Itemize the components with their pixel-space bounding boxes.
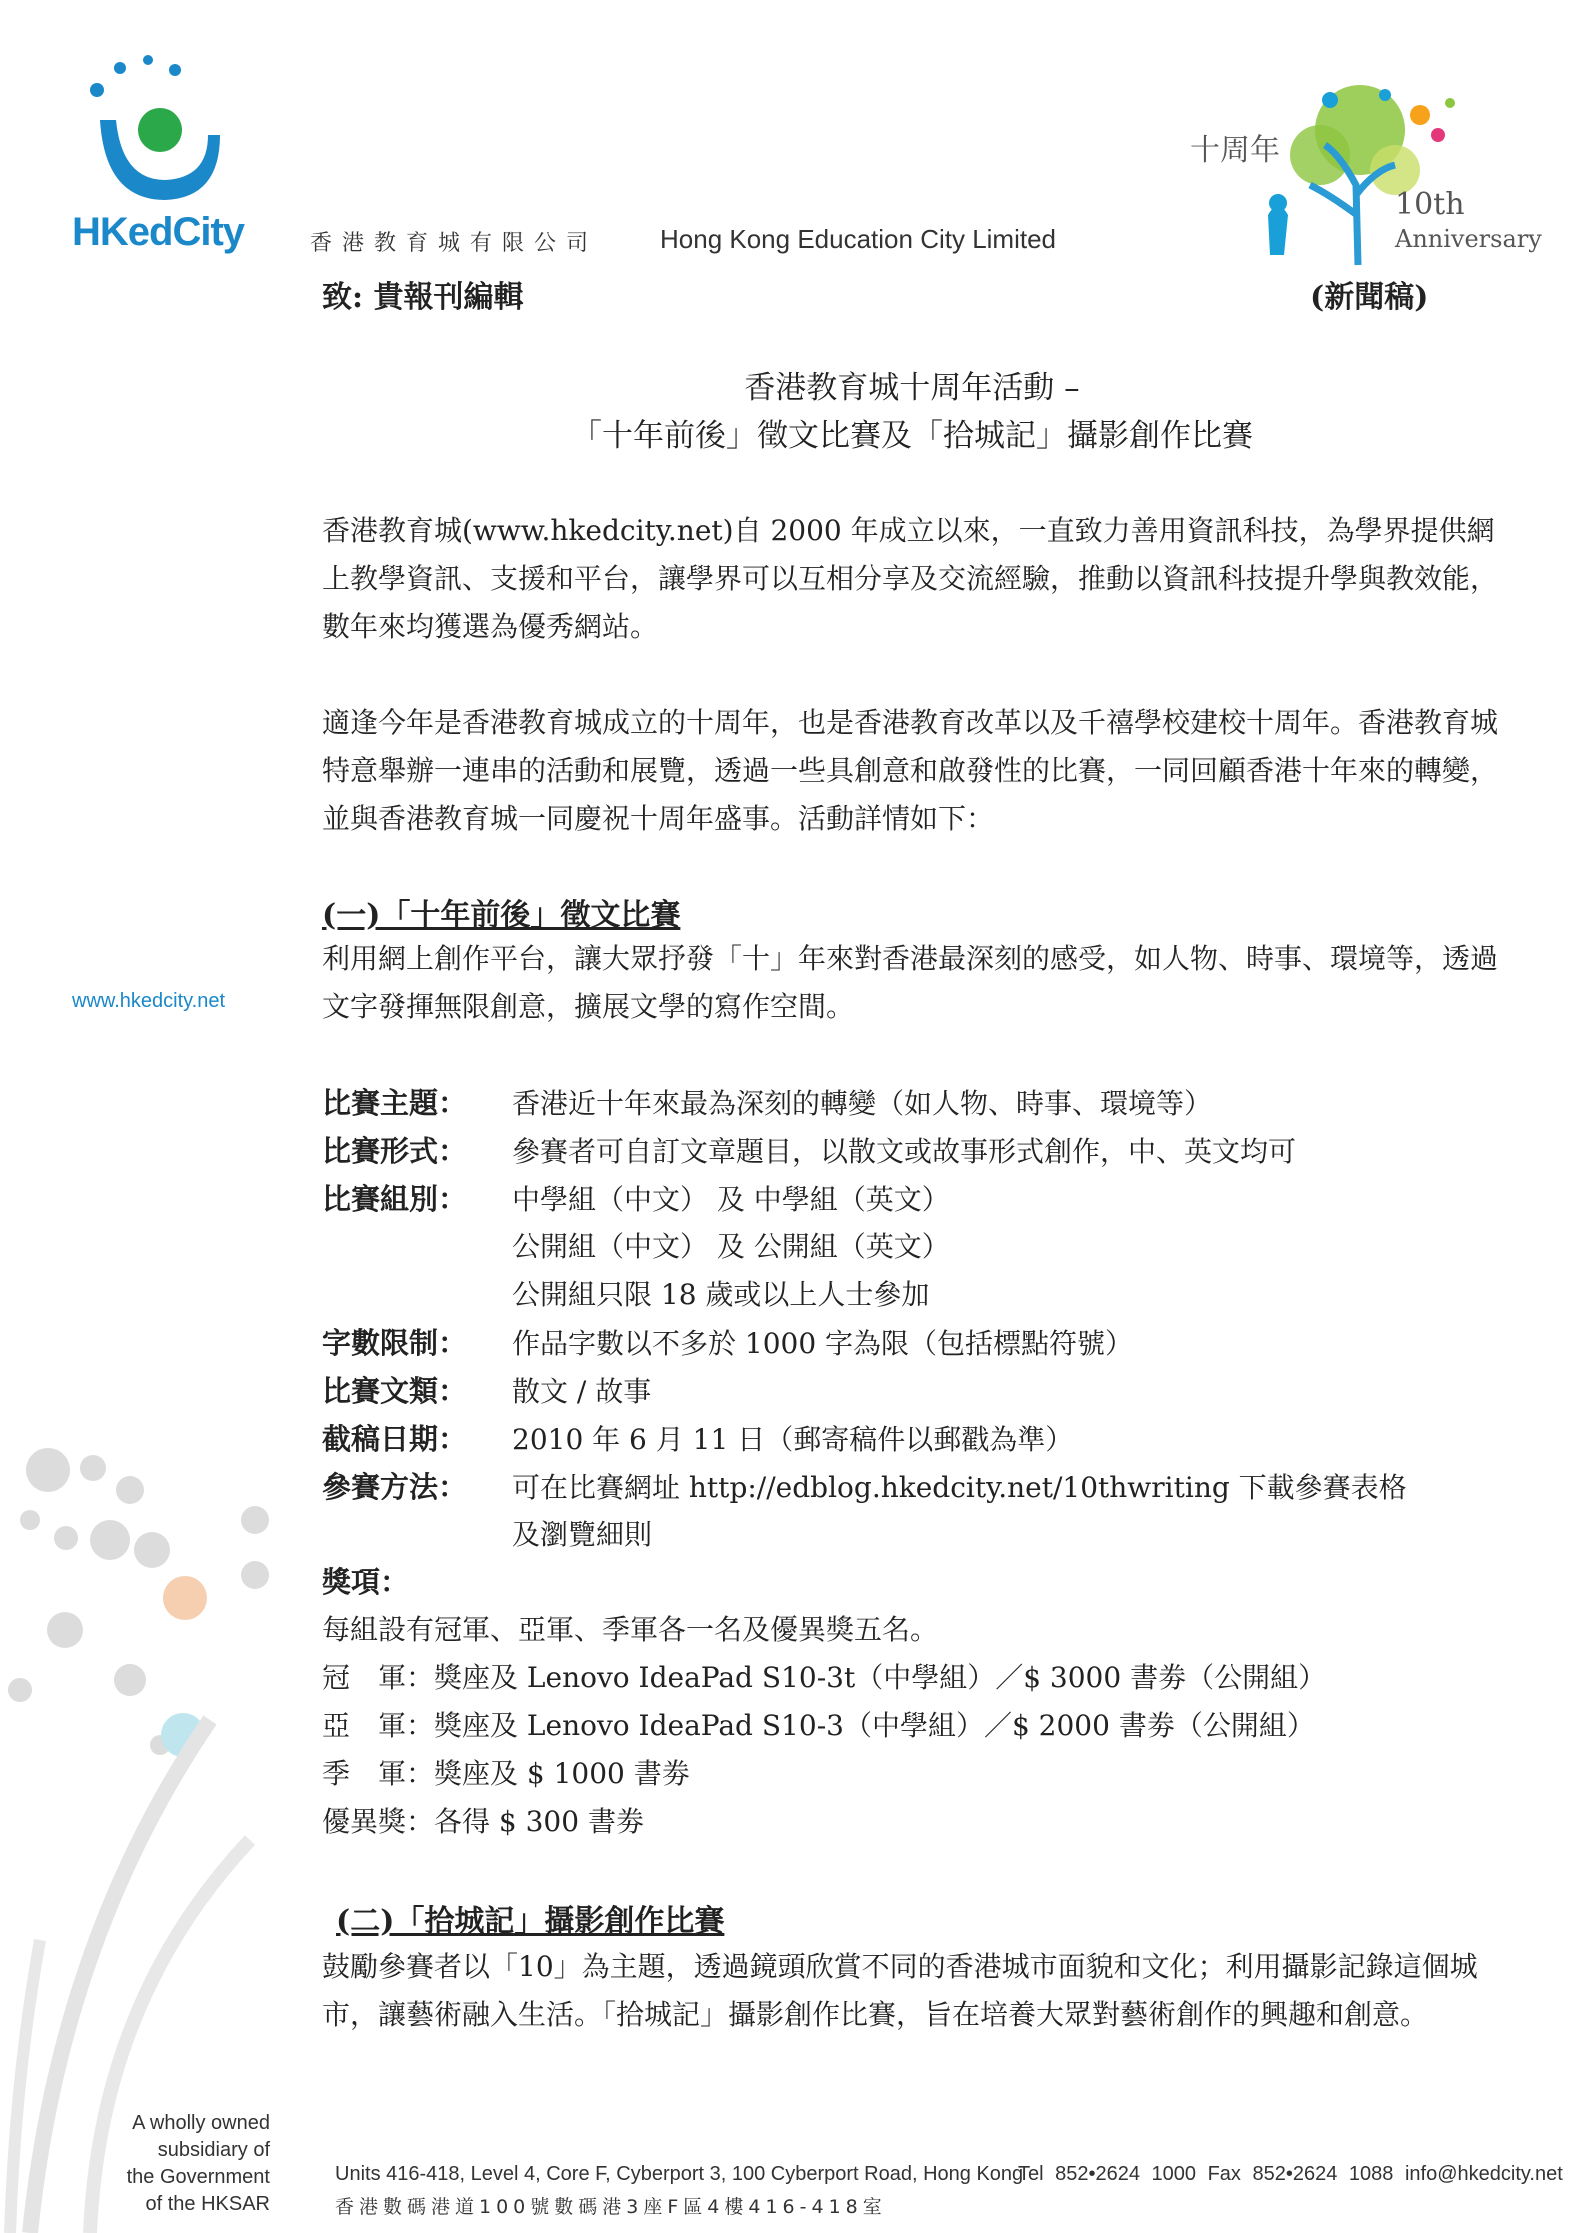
sidebar-url: www.hkedcity.net — [72, 990, 226, 1012]
method-value-1: 可在比賽網址 http://edblog.hkedcity.net/10thwriting 下載參賽表格 — [512, 1471, 1407, 1504]
prize-first-runner-up: 亞 軍：獎座及 Lenovo IdeaPad S10-3（中學組）／$ 2000 書劵（公開組） — [322, 1709, 1315, 1742]
section1-heading: (一)「十年前後」徵文比賽 — [322, 898, 681, 933]
theme-row — [322, 1079, 1212, 1127]
prize-champion: 冠 軍：獎座及 Lenovo IdeaPad S10-3t（中學組）／$ 3000 書劵（公開組） — [322, 1661, 1327, 1694]
section2-heading: (二)「拾城記」攝影創作比賽 — [336, 1904, 725, 1939]
groups-value-2: 公開組（中文） 及 公開組（英文） — [512, 1230, 950, 1263]
format-row — [322, 1127, 1296, 1175]
footer-address-en: Units 416-418, Level 4, Core F, Cyberport 3, 100 Cyberport Road, Hong Kong — [335, 2163, 1024, 2185]
groups-label: 比賽組別： — [322, 1182, 468, 1216]
groups-row — [322, 1175, 950, 1223]
intro-paragraph-2: 適逢今年是香港教育城成立的十周年，也是香港教育改革以及千禧學校建校十周年。香港教育城特意舉辦一連串的活動和展覽，透過一些具創意和啟發性的比賽，一同回顧香港十年來的轉變，並與香港教育城一同慶祝十周年盛事。活動詳情如下： — [322, 706, 1499, 835]
subsidiary-note-line-4: of the HKSAR — [145, 2193, 270, 2215]
prize-heading: 獎項： — [322, 1565, 410, 1599]
method-row — [322, 1463, 1407, 1511]
recipient-line: 致: 貴報刊編輯 — [322, 280, 524, 315]
prize-intro: 每組設有冠軍、亞軍、季軍各一名及優異獎五名。 — [322, 1613, 939, 1646]
theme-label: 比賽主題： — [322, 1086, 468, 1120]
anniv-text-en: Anniversary — [1395, 225, 1542, 253]
title-line-1: 香港教育城十周年活動 – — [744, 370, 1080, 406]
tenth-anniversary-logo — [1180, 75, 1540, 270]
subsidiary-note-line-3: the Government — [126, 2166, 270, 2188]
theme-value: 香港近十年來最為深刻的轉變（如人物、時事、環境等） — [512, 1087, 1213, 1120]
words-label: 字數限制： — [322, 1326, 468, 1360]
section2-description: 鼓勵參賽者以「10」為主題，透過鏡頭欣賞不同的香港城市面貌和文化；利用攝影記錄這個城市，讓藝術融入生活。「拾城記」攝影創作比賽，旨在培養大眾對藝術創作的興趣和創意。 — [322, 1950, 1478, 2031]
logo-text: HKedCity — [72, 210, 245, 254]
company-name-en: Hong Kong Education City Limited — [660, 224, 1057, 254]
subsidiary-note-line-2: subsidiary of — [157, 2139, 270, 2161]
footer-contact: Tel 852•2624 1000 Fax 852•2624 1088 info@hkedcity.net — [1018, 2163, 1563, 2185]
section1-description: 利用網上創作平台，讓大眾抒發「十」年來對香港最深刻的感受，如人物、時事、環境等，透過文字發揮無限創意，擴展文學的寫作空間。 — [322, 942, 1499, 1023]
footer-address-cn: 香港數碼港道100號數碼港3座F區4樓416-418室 — [335, 2196, 887, 2218]
anniv-text-cn: 十周年 — [1190, 133, 1280, 168]
type-row — [322, 1367, 651, 1415]
deadline-value: 2010 年 6 月 11 日（郵寄稿件以郵戳為準） — [512, 1423, 1074, 1456]
prize-second-runner-up: 季 軍：獎座及 $ 1000 書劵 — [322, 1757, 690, 1790]
words-value: 作品字數以不多於 1000 字為限（包括標點符號） — [512, 1327, 1134, 1360]
format-label: 比賽形式： — [322, 1134, 468, 1168]
deadline-label: 截稿日期： — [322, 1422, 468, 1456]
groups-value-3: 公開組只限 18 歲或以上人士參加 — [512, 1278, 930, 1311]
anniv-number: 10th — [1395, 187, 1465, 222]
press-release-tag: (新聞稿) — [1310, 280, 1429, 315]
company-name-cn: 香港教育城有限公司 — [310, 231, 599, 256]
words-row — [322, 1319, 1133, 1367]
prize-merit: 優異獎：各得 $ 300 書劵 — [322, 1805, 644, 1838]
title-line-2: 「十年前後」徵文比賽及「拾城記」攝影創作比賽 — [571, 418, 1253, 454]
intro-paragraph-1: 香港教育城(www.hkedcity.net)自 2000 年成立以來，一直致力善用資訊科技，為學界提供網上教學資訊、支援和平台，讓學界可以互相分享及交流經驗，推動以資訊科技提升學與教效能，數年來均獲選為優秀網站。 — [322, 514, 1499, 643]
decorative-dots — [0, 1380, 330, 2233]
method-label: 參賽方法： — [322, 1470, 468, 1504]
groups-value-1: 中學組（中文） 及 中學組（英文） — [512, 1183, 950, 1216]
type-value: 散文 / 故事 — [512, 1375, 652, 1408]
deadline-row — [322, 1415, 1073, 1463]
method-value-2: 及瀏覽細則 — [512, 1518, 653, 1551]
format-value: 參賽者可自訂文章題目，以散文或故事形式創作，中、英文均可 — [512, 1135, 1297, 1168]
subsidiary-note — [100, 2110, 270, 2218]
subsidiary-note-line-1: A wholly owned — [132, 2112, 270, 2134]
type-label: 比賽文類： — [322, 1374, 468, 1408]
